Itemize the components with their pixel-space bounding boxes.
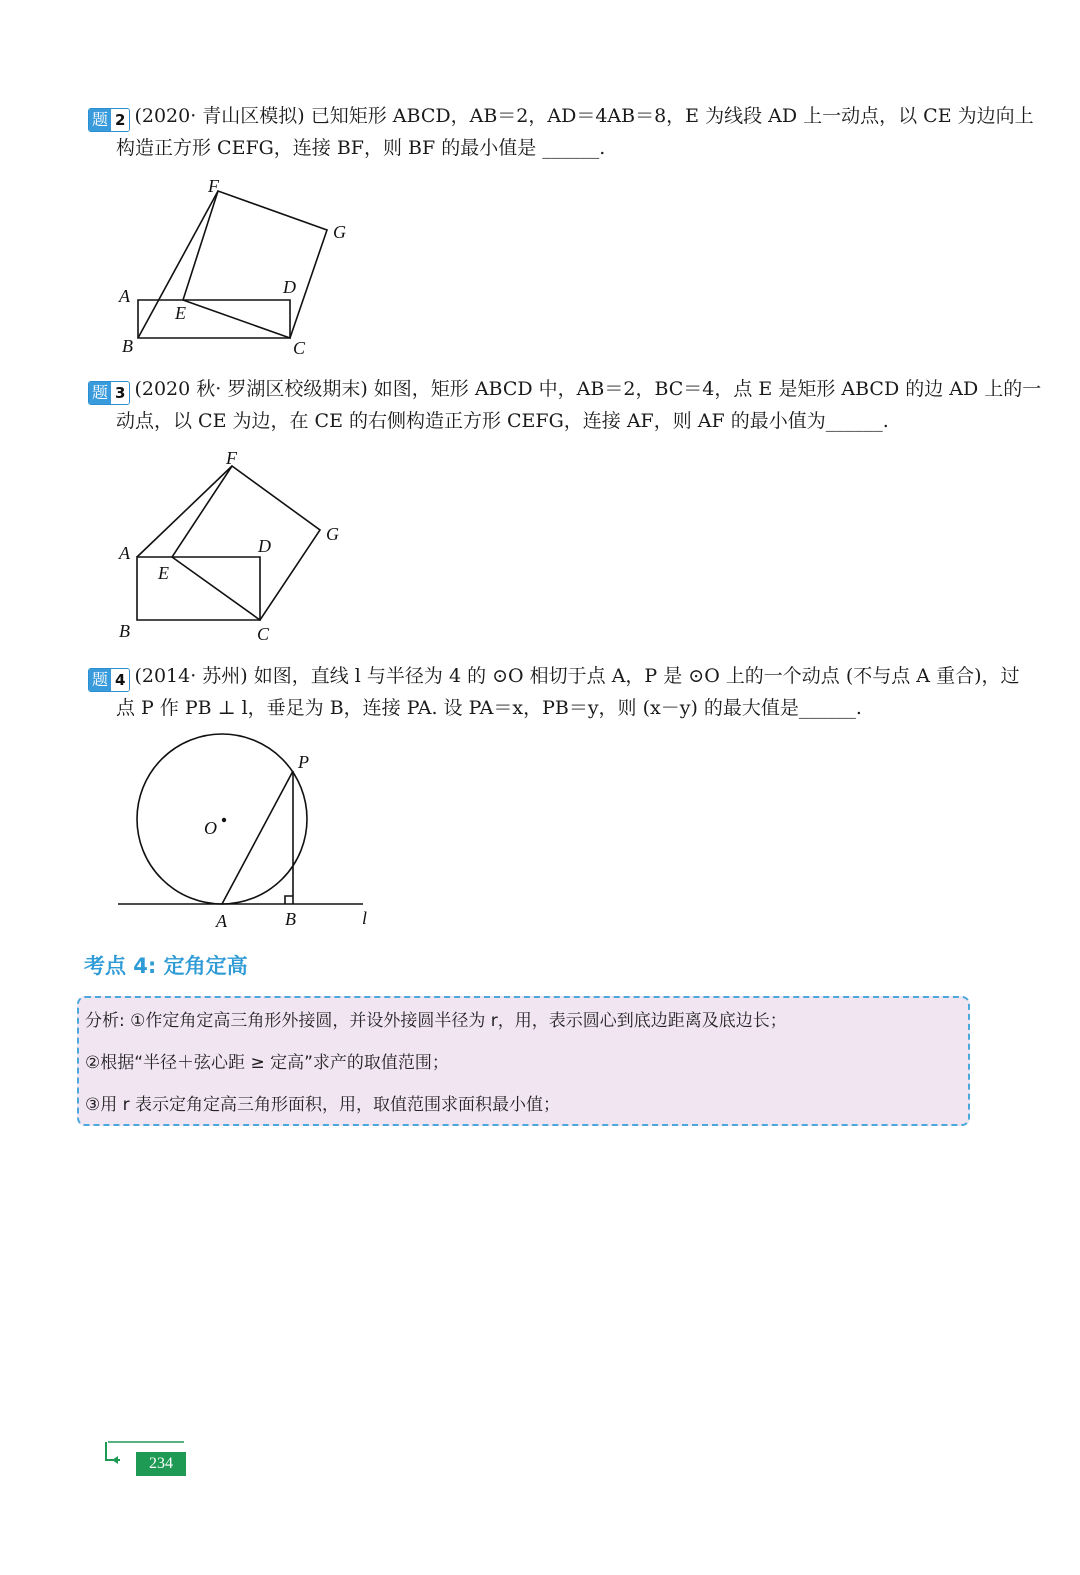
- label-F: F: [226, 448, 237, 468]
- label-D: D: [258, 536, 271, 556]
- problem-2-line-2: 构造正方形 CEFG，连接 BF，则 BF 的最小值是 ______.: [116, 137, 606, 159]
- center-point: [222, 818, 226, 822]
- problem-tag: 题 4: [88, 668, 130, 692]
- label-C: C: [257, 624, 270, 644]
- label-B: B: [122, 336, 133, 356]
- problem-3-line-2: 动点，以 CE 为边，在 CE 的右侧构造正方形 CEFG，连接 AF，则 AF 的最小值为______.: [116, 410, 889, 432]
- label-D: D: [283, 277, 296, 297]
- section-title: 考点 4: 定角定高: [84, 954, 248, 978]
- label-G: G: [326, 524, 339, 544]
- label-B: B: [119, 621, 130, 641]
- label-E: E: [158, 563, 169, 583]
- label-E: E: [175, 303, 186, 323]
- label-O: O: [204, 818, 217, 838]
- analysis-line-1: 分析: ①作定角定高三角形外接圆，并设外接圆半径为 r，用，表示圆心到底边距离及底边长；: [85, 1011, 787, 1031]
- label-A: A: [216, 911, 227, 931]
- problem-tag: 题 2: [88, 108, 130, 132]
- problem-3-line-1: 题 3 (2020 秋· 罗湖区校级期末) 如图，矩形 ABCD 中，AB＝2，BC＝4，点 E 是矩形 ABCD 的边 AD 上的一: [88, 373, 978, 405]
- label-A: A: [119, 286, 130, 306]
- label-C: C: [293, 338, 306, 358]
- page-number-badge: [106, 1440, 186, 1480]
- problem-tag: 题 3: [88, 381, 130, 405]
- problem-4-line-1: 题 4 (2014· 苏州) 如图，直线 l 与半径为 4 的 ⊙O 相切于点 A，P 是 ⊙O 上的一个动点 (不与点 A 重合)，过: [88, 660, 978, 692]
- label-B: B: [285, 909, 296, 929]
- label-G: G: [333, 222, 346, 242]
- label-A: A: [119, 543, 130, 563]
- page-number: 234: [136, 1452, 186, 1476]
- analysis-box: [77, 996, 970, 1126]
- label-l: l: [362, 908, 368, 928]
- problem-4-line-2: 点 P 作 PB ⊥ l，垂足为 B，连接 PA. 设 PA＝x，PB＝y，则 (x－y) 的最大值是______.: [116, 697, 862, 719]
- label-P: P: [298, 752, 309, 772]
- problem-2-line-1: 题 2 (2020· 青山区模拟) 已知矩形 ABCD，AB＝2，AD＝4AB＝8，E 为线段 AD 上一动点，以 CE 为边向上: [88, 100, 978, 132]
- analysis-line-3: ③用 r 表示定角定高三角形面积，用，取值范围求面积最小值；: [85, 1095, 561, 1115]
- analysis-line-2: ②根据“半径＋弦心距 ≥ 定高”求产的取值范围；: [85, 1053, 449, 1073]
- label-F: F: [208, 176, 219, 196]
